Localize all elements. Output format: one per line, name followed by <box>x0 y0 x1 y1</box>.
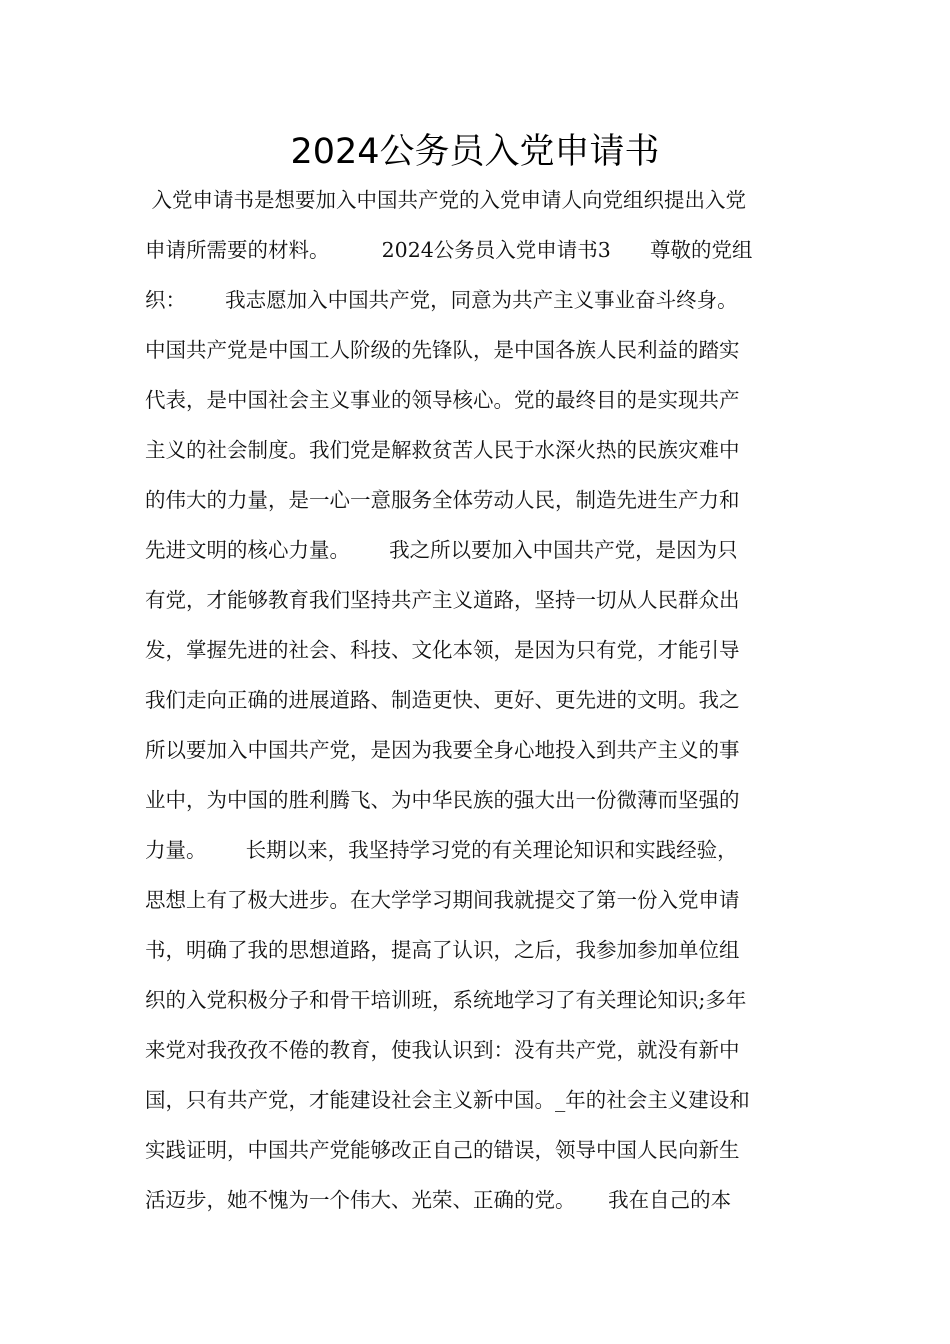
body-line: 所以要加入中国共产党，是因为我要全身心地投入到共产主义的事 <box>145 738 740 762</box>
body-line: 有党，才能够教育我们坚持共产主义道路，坚持一切从人民群众出 <box>145 588 740 612</box>
body-line: 书，明确了我的思想道路，提高了认识，之后，我参加参加单位组 <box>145 938 740 962</box>
body-line: 活迈步，她不愧为一个伟大、光荣、正确的党。 我在自己的本 <box>145 1188 732 1212</box>
body-line: 业中，为中国的胜利腾飞、为中华民族的强大出一份微薄而坚强的 <box>145 788 740 812</box>
body-line: 实践证明，中国共产党能够改正自己的错误，领导中国人民向新生 <box>145 1138 740 1162</box>
body-line: 思想上有了极大进步。在大学学习期间我就提交了第一份入党申请 <box>145 888 740 912</box>
body-line: 先进文明的核心力量。 我之所以要加入中国共产党，是因为只 <box>145 538 738 562</box>
body-line: 代表，是中国社会主义事业的领导核心。党的最终目的是实现共产 <box>145 388 740 412</box>
body-line: 申请所需要的材料。 2024公务员入党申请书3 尊敬的党组 <box>145 238 753 262</box>
body-line: 主义的社会制度。我们党是解救贫苦人民于水深火热的民族灾难中 <box>145 438 740 462</box>
body-line: 入党申请书是想要加入中国共产党的入党申请人向党组织提出入党 <box>145 188 747 212</box>
document-title: 2024公务员入党申请书 <box>290 132 660 172</box>
body-line: 来党对我孜孜不倦的教育，使我认识到：没有共产党，就没有新中 <box>145 1038 740 1062</box>
body-line: 织的入党积极分子和骨干培训班，系统地学习了有关理论知识;多年 <box>145 988 747 1012</box>
body-line: 国，只有共产党，才能建设社会主义新中国。_年的社会主义建设和 <box>145 1088 750 1112</box>
body-line: 织： 我志愿加入中国共产党，同意为共产主义事业奋斗终身。 <box>145 288 738 312</box>
body-line: 的伟大的力量，是一心一意服务全体劳动人民，制造先进生产力和 <box>145 488 740 512</box>
body-line: 中国共产党是中国工人阶级的先锋队，是中国各族人民利益的踏实 <box>145 338 740 362</box>
body-line: 发，掌握先进的社会、科技、文化本领，是因为只有党，才能引导 <box>145 638 740 662</box>
body-line: 力量。 长期以来，我坚持学习党的有关理论知识和实践经验， <box>145 838 738 862</box>
body-line: 我们走向正确的进展道路、制造更快、更好、更先进的文明。我之 <box>145 688 740 712</box>
